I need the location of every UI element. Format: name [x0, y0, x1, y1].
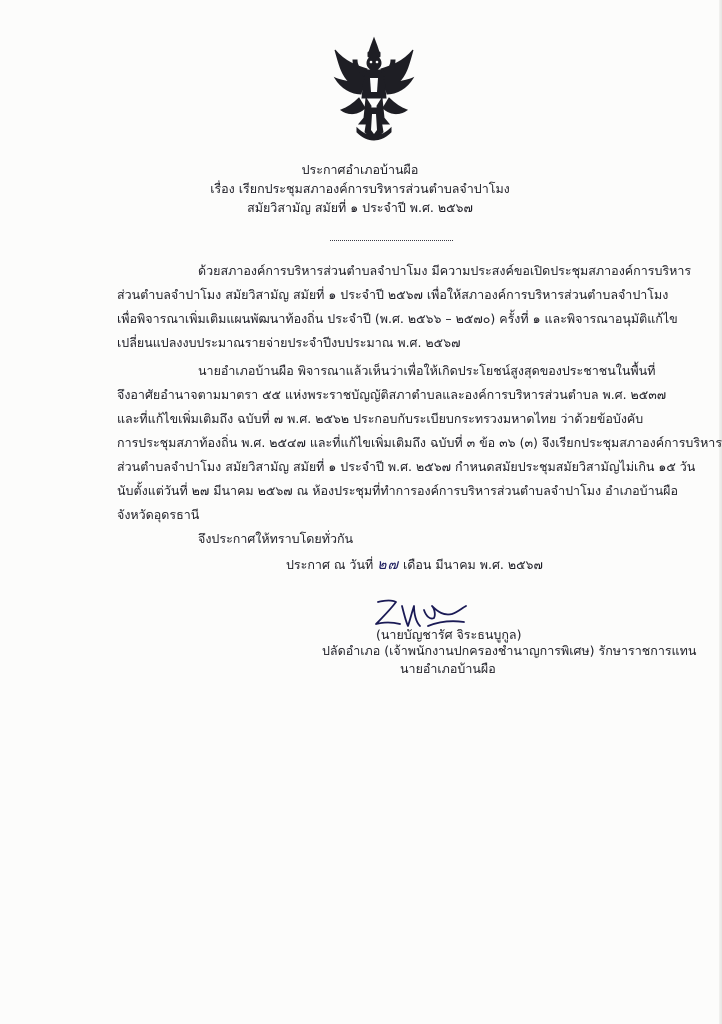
paragraph2-line6: นับตั้งแต่วันที่ ๒๗ มีนาคม ๒๕๖๗ ณ ห้องประชุมที่ทำการองค์การบริหารส่วนตำบลจำปาโมง อำเภอบ้านผือ: [117, 483, 678, 498]
paragraph1-line1: ด้วยสภาองค์การบริหารส่วนตำบลจำปาโมง มีความประสงค์ขอเปิดประชุมสภาองค์การบริหาร: [198, 263, 692, 278]
signatory-acting-for: นายอำเภอบ้านผือ: [400, 661, 496, 676]
announce-line: จึงประกาศให้ทราบโดยทั่วกัน: [198, 531, 354, 546]
signatory-position: ปลัดอำเภอ (เจ้าพนักงานปกครองชำนาญการพิเศษ) รักษาราชการแทน: [322, 643, 697, 658]
divider-dotted-line: [330, 240, 453, 241]
announcement-date: [286, 556, 543, 574]
date-suffix: เดือน มีนาคม พ.ศ. ๒๕๖๗: [402, 557, 543, 572]
paragraph2-line1: นายอำเภอบ้านผือ พิจารณาแล้วเห็นว่าเพื่อให้เกิดประโยชน์สูงสุดของประชาชนในพื้นที่: [198, 363, 656, 378]
paragraph2-line2: จึงอาศัยอำนาจตามมาตรา ๕๕ แห่งพระราชบัญญัติสภาตำบลและองค์การบริหารส่วนตำบล พ.ศ. ๒๕๓๗: [117, 387, 667, 402]
paragraph1-line3: เพื่อพิจารณาเพิ่มเติมแผนพัฒนาท้องถิ่น ประจำปี (พ.ศ. ๒๕๖๖ – ๒๕๗๐) ครั้งที่ ๑ และพิจารณาอนุมัติแก้ไข: [117, 311, 678, 326]
announcement-issuer: ประกาศอำเภอบ้านผือ: [301, 162, 419, 177]
signatory-name: (นายบัญชารัศ จิระธนบูกูล): [376, 627, 522, 642]
date-prefix: ประกาศ ณ วันที่: [286, 557, 374, 572]
announcement-subject: เรื่อง เรียกประชุมสภาองค์การบริหารส่วนตำบลจำปาโมง: [210, 181, 510, 196]
date-day-handwritten: ๒๗: [377, 557, 399, 573]
paragraph1-line4: เปลี่ยนแปลงงบประมาณรายจ่ายประจำปีงบประมาณ พ.ศ. ๒๕๖๗: [117, 335, 461, 350]
paragraph2-line7: จังหวัดอุดรธานี: [117, 507, 200, 522]
garuda-emblem-icon: [331, 36, 417, 148]
announcement-session: สมัยวิสามัญ สมัยที่ ๑ ประจำปี พ.ศ. ๒๕๖๗: [247, 200, 473, 215]
paragraph1-line2: ส่วนตำบลจำปาโมง สมัยวิสามัญ สมัยที่ ๑ ประจำปี ๒๕๖๗ เพื่อให้สภาองค์การบริหารส่วนตำบลจำปาโมง: [117, 287, 669, 302]
paragraph2-line3: และที่แก้ไขเพิ่มเติมถึง ฉบับที่ ๗ พ.ศ. ๒๕๖๒ ประกอบกับระเบียบกระทรวงมหาดไทย ว่าด้วยข้อบังคับ: [117, 411, 644, 426]
paragraph2-line5: ส่วนตำบลจำปาโมง สมัยวิสามัญ สมัยที่ ๑ ประจำปี พ.ศ. ๒๕๖๗ กำหนดสมัยประชุมสมัยวิสามัญไม่เกิน ๑๕ วัน: [117, 459, 696, 474]
paragraph2-line4: การประชุมสภาท้องถิ่น พ.ศ. ๒๕๔๗ และที่แก้ไขเพิ่มเติมถึง ฉบับที่ ๓ ข้อ ๓๖ (๓) จึงเรียกประชุมสภาองค์การบริหาร: [117, 435, 722, 450]
